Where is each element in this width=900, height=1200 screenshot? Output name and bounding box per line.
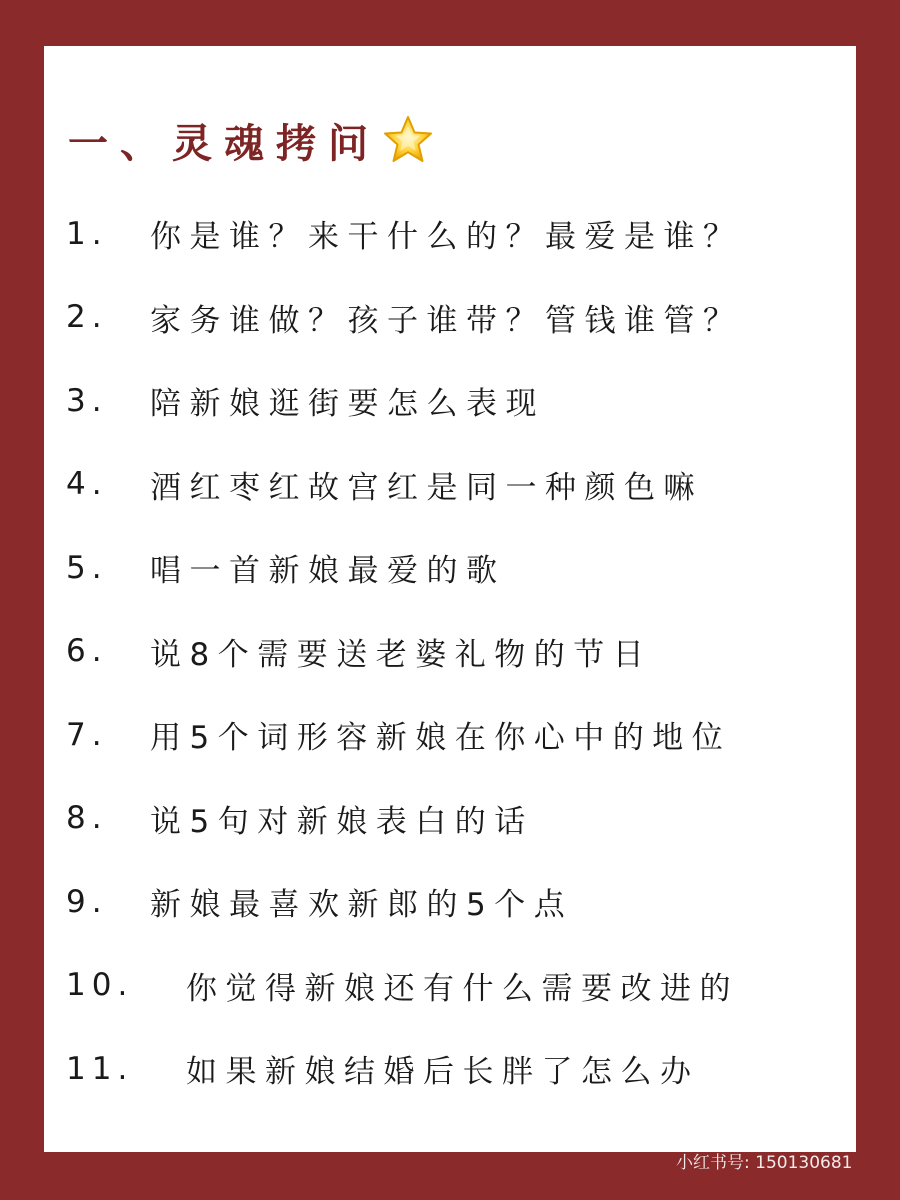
watermark-text: 小红书号: 150130681	[676, 1153, 853, 1173]
question-list	[66, 192, 846, 1111]
star-icon	[382, 114, 434, 166]
item-text: 你觉得新娘还有什么需要改进的	[186, 970, 739, 1007]
list-item	[66, 610, 846, 694]
item-text: 酒红枣红故宫红是同一种颜色嘛	[150, 469, 703, 506]
item-text: 说5句对新娘表白的话	[150, 803, 534, 840]
item-text: 陪新娘逛街要怎么表现	[150, 386, 545, 423]
item-number: 10.	[66, 967, 134, 1004]
list-item	[66, 944, 846, 1028]
list-item	[66, 276, 846, 360]
item-text: 唱一首新娘最爱的歌	[150, 553, 506, 590]
item-number: 1.	[66, 215, 108, 252]
item-number: 8.	[66, 800, 108, 837]
list-item	[66, 777, 846, 861]
item-text: 说8个需要送老婆礼物的节日	[150, 636, 653, 673]
item-number: 4.	[66, 466, 108, 503]
list-item	[66, 443, 846, 527]
item-text: 用5个词形容新娘在你心中的地位	[150, 720, 732, 757]
item-text: 如果新娘结婚后长胖了怎么办	[186, 1054, 700, 1091]
list-item	[66, 1027, 846, 1111]
item-number: 3.	[66, 382, 108, 419]
list-item	[66, 526, 846, 610]
list-item	[66, 693, 846, 777]
watermark-logo: 小红书	[786, 1110, 850, 1144]
content-card	[44, 46, 856, 1152]
list-item	[66, 192, 846, 276]
item-number: 7.	[66, 716, 108, 753]
item-number: 5.	[66, 549, 108, 586]
item-text: 新娘最喜欢新郎的5个点	[150, 887, 574, 924]
item-number: 2.	[66, 299, 108, 336]
item-text: 家务谁做？孩子谁带？管钱谁管？	[150, 302, 743, 339]
item-number: 9.	[66, 883, 108, 920]
item-text: 你是谁？来干什么的？最爱是谁？	[150, 219, 743, 256]
section-title	[68, 112, 434, 168]
item-number: 11.	[66, 1050, 134, 1087]
section-title-text: 一、灵魂拷问	[68, 120, 380, 167]
list-item	[66, 860, 846, 944]
item-number: 6.	[66, 633, 108, 670]
list-item	[66, 359, 846, 443]
